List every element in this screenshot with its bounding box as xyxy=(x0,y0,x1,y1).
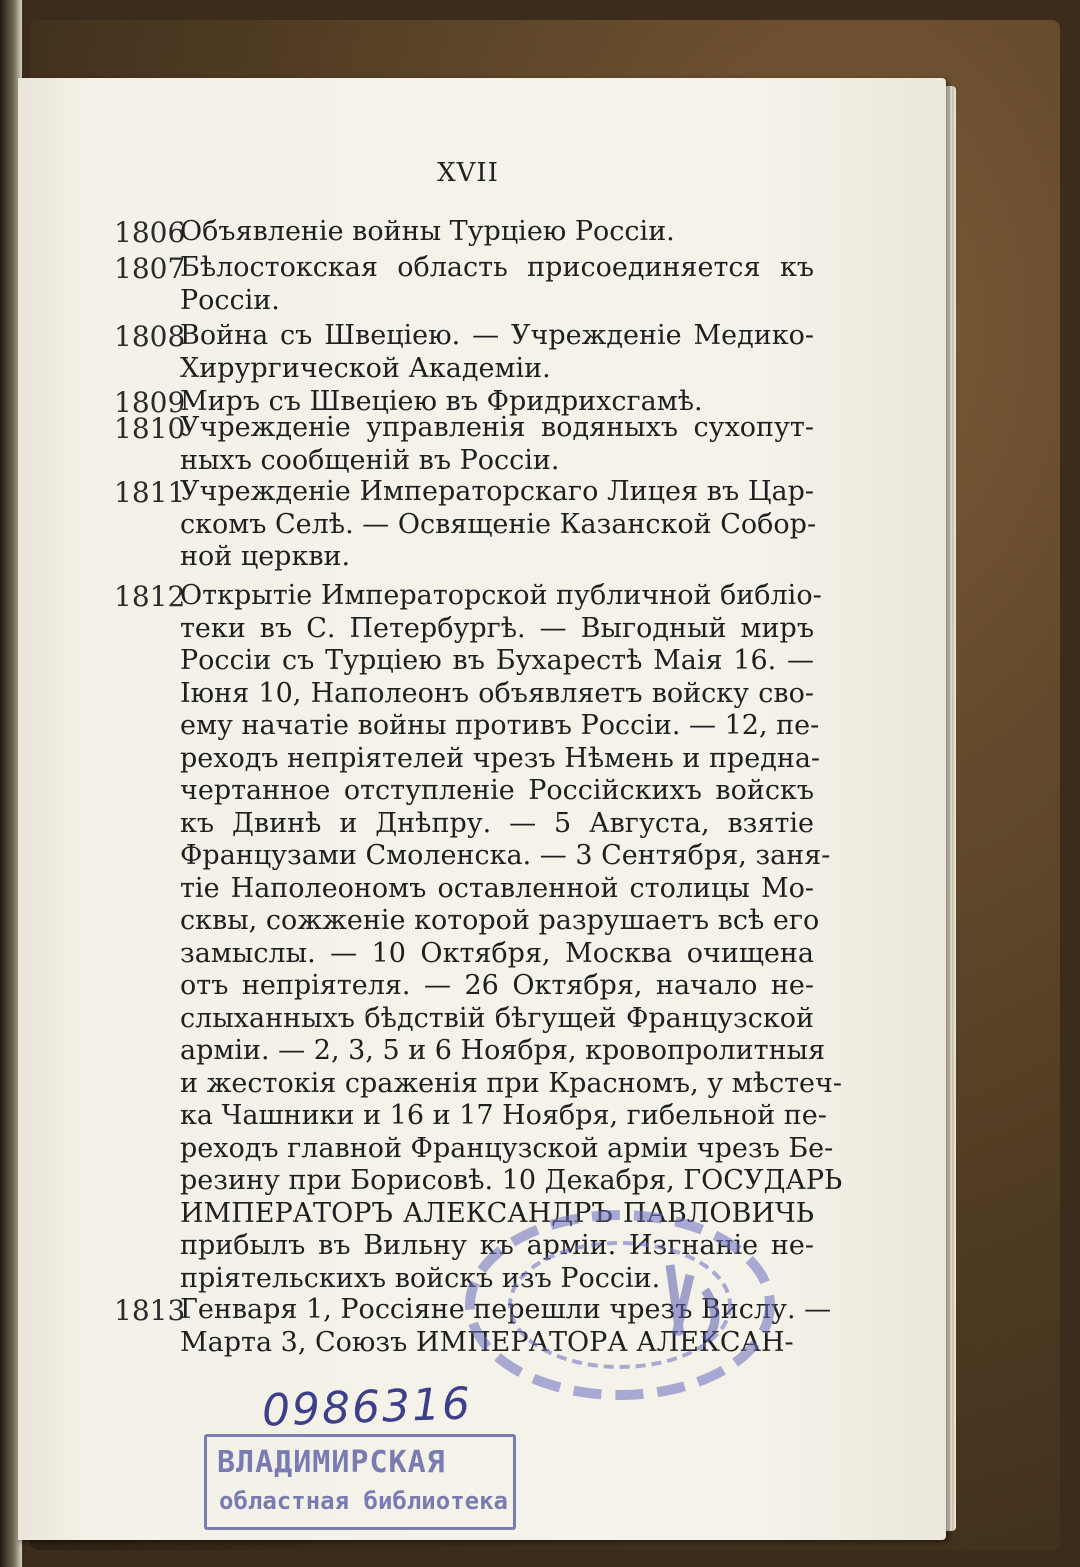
entry-text-line: отъ непріятеля. — 26 Октября, начало не- xyxy=(180,970,814,1001)
inventory-number-stamp: 0986316 xyxy=(261,1378,473,1437)
entry-text-line: тіе Наполеономъ оставленной столицы Мо- xyxy=(180,872,814,904)
entry-text-line: арміи. — 2, 3, 5 и 6 Ноября, кровопролитныя xyxy=(180,1035,826,1066)
entry-text-line: Учрежденіе управленія водяныхъ сухопут- xyxy=(180,412,814,443)
entry-year: 1809 xyxy=(114,386,186,419)
entry-text-line: Россіи. xyxy=(180,284,280,316)
entry-text-line: скомъ Селѣ. — Освященіе Казанской Собор- xyxy=(180,508,817,540)
entry-text-line: ИМПЕРАТОРЪ АЛЕКСАНДРЪ ПАВЛОВИЧЬ xyxy=(180,1197,814,1229)
entry-year: 1806 xyxy=(114,216,186,249)
entry-text-line: и жестокія сраженія при Красномъ, у мѣстеч- xyxy=(180,1067,843,1099)
entry-text-line: Война съ Швеціею. — Учрежденіе Медико- xyxy=(180,320,814,351)
entry-text-line: ной церкви. xyxy=(180,541,351,572)
entry-text-line: Миръ съ Швеціею въ Фридрихсгамѣ. xyxy=(180,386,703,417)
round-library-stamp xyxy=(440,1195,800,1415)
entry-text-line: Объявленіе войны Турціею Россіи. xyxy=(180,216,675,247)
entry-text-line: Бѣлостокская область присоединяется къ xyxy=(180,252,814,283)
entry-text-line: реходъ главной Французской арміи чрезъ Бе- xyxy=(180,1132,834,1164)
library-stamp-line1: ВЛАДИМИРСКАЯ xyxy=(217,1445,446,1480)
entry-text-line: Іюня 10, Наполеонъ объявляетъ войску сво- xyxy=(180,677,814,709)
entry-year: 1811 xyxy=(114,476,186,509)
library-stamp-line2: областная библиотека xyxy=(219,1487,508,1515)
entry-year: 1812 xyxy=(114,580,186,613)
entry-text-line: Хирургической Академіи. xyxy=(180,352,551,384)
entry-text-line: ныхъ сообщеній въ Россіи. xyxy=(180,444,560,476)
library-stamp xyxy=(204,1434,516,1530)
page-number: XVII xyxy=(437,158,499,188)
entry-year: 1810 xyxy=(114,412,186,445)
entry-text-line: замыслы. — 10 Октября, Москва очищена xyxy=(180,937,814,969)
entry-year: 1807 xyxy=(114,252,186,285)
entry-text-line: Генваря 1, Россіяне перешли чрезъ Вислу. — xyxy=(180,1294,832,1325)
entry-text-line: прибылъ въ Вильну къ арміи. Изгнаніе не- xyxy=(180,1230,814,1261)
entry-year: 1808 xyxy=(114,320,186,353)
entry-text-line: слыханныхъ бѣдствій бѣгущей Французской xyxy=(180,1002,814,1034)
entry-text-line: пріятельскихъ войскъ изъ Россіи. xyxy=(180,1262,661,1294)
entry-text-line: реходъ непріятелей чрезъ Нѣмень и предна- xyxy=(180,742,821,774)
entry-text-line: теки въ С. Петербургѣ. — Выгодный миръ xyxy=(180,612,814,644)
entry-text-line: ка Чашники и 16 и 17 Ноября, гибельной пе- xyxy=(180,1100,827,1131)
entry-text-line: резину при Борисовѣ. 10 Декабря, ГОСУДАРЬ xyxy=(180,1165,843,1196)
entry-year: 1813 xyxy=(114,1294,186,1327)
entry-text-line: чертанное отступленіе Россійскихъ войскъ xyxy=(180,775,814,806)
entry-text-line: Марта 3, Союзъ ИМПЕРАТОРА АЛЕКСАН- xyxy=(180,1326,794,1358)
entry-text-line: сквы, сожженіе которой разрушаетъ всѣ его xyxy=(180,905,820,936)
entry-text-line: Учрежденіе Императорскаго Лицея въ Цар- xyxy=(180,476,814,507)
entry-text-line: Россіи съ Турціею въ Бухарестѣ Маія 16. — xyxy=(180,645,814,676)
entry-text-line: Французами Смоленска. — 3 Сентября, заня- xyxy=(180,840,831,871)
entry-text-line: ему начатіе войны противъ Россіи. — 12, пе- xyxy=(180,710,820,741)
entry-text-line: Открытіе Императорской публичной библіо- xyxy=(180,580,822,611)
entry-text-line: къ Двинѣ и Днѣпру. — 5 Августа, взятіе xyxy=(180,807,814,839)
